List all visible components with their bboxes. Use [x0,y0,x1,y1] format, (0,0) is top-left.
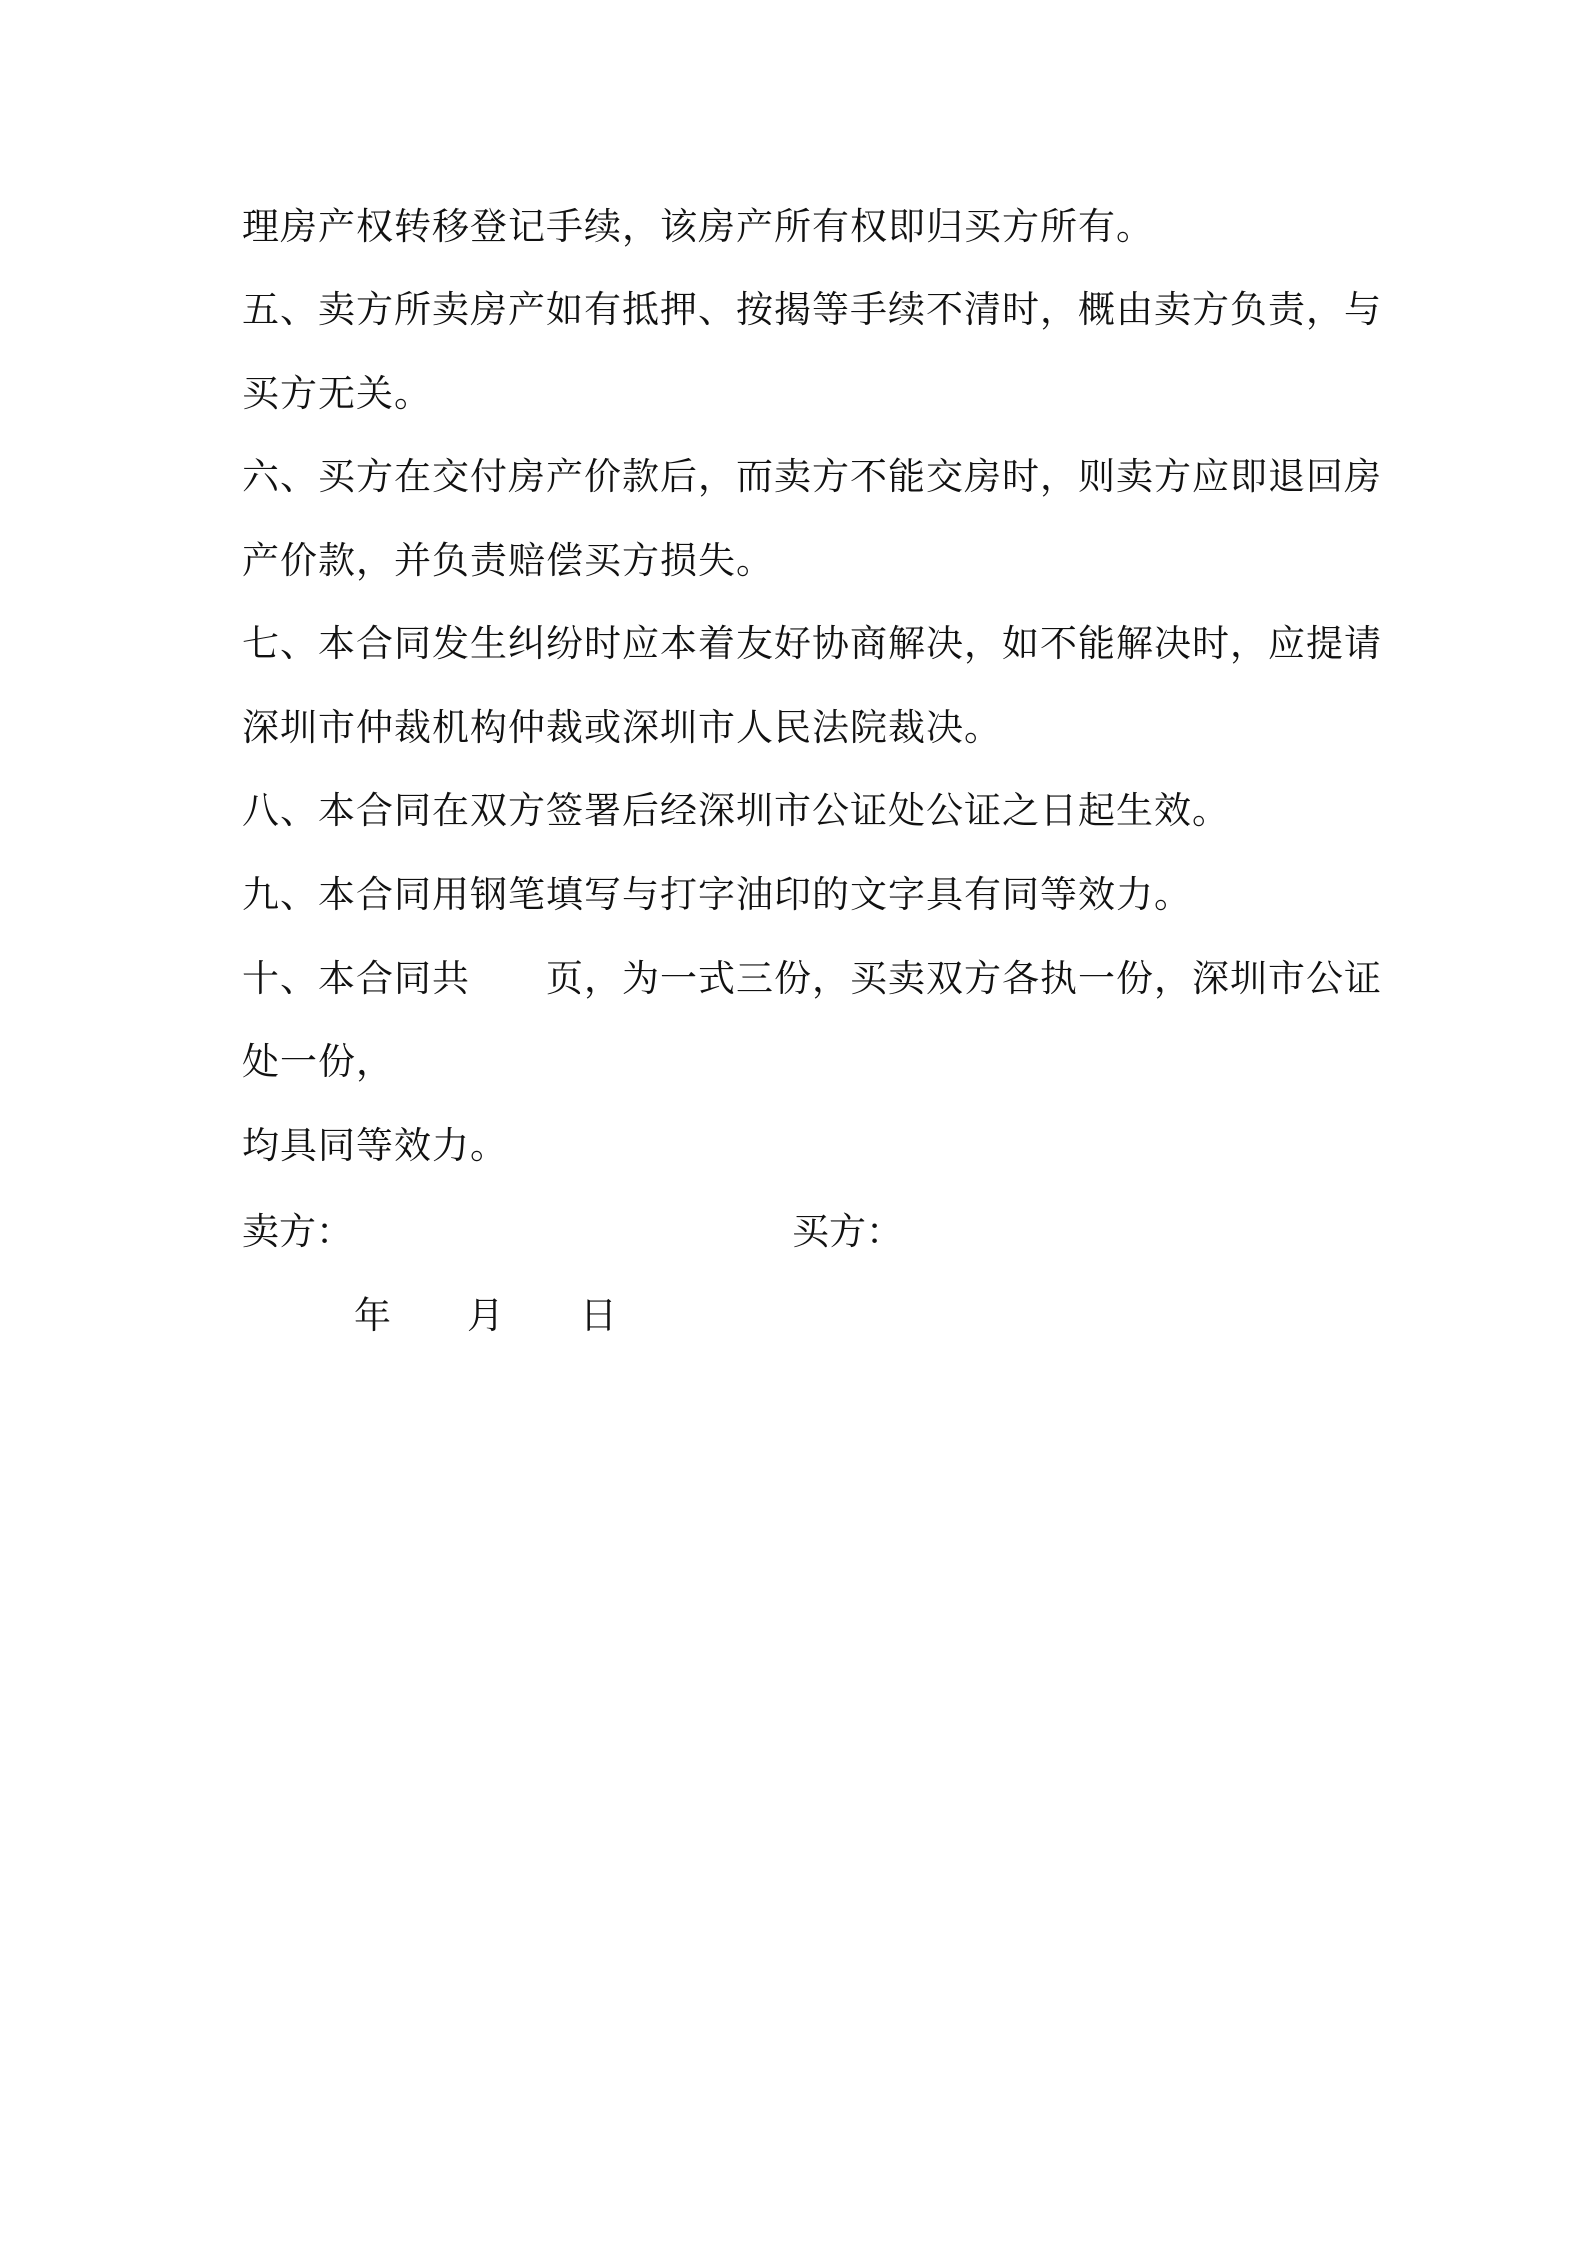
clause-5-line-2: 买方无关。 [242,372,432,415]
clause-6-line-1: 六、买方在交付房产价款后，而卖方不能交房时，则卖方应即退回房 [242,455,1382,498]
clause-10-part-2: 页，为一式三份，买卖双方各执一份，深圳市公证 [546,957,1382,1000]
clause-10-line-2: 处一份， [242,1040,394,1083]
clause-7-line-2: 深圳市仲裁机构仲裁或深圳市人民法院裁决。 [242,706,1002,749]
clause-6-line-2: 产价款，并负责赔偿买方损失。 [242,539,774,582]
clause-4-continuation: 理房产权转移登记手续，该房产所有权即归买方所有。 [242,205,1154,248]
clause-10-part-1: 十、本合同共 [242,957,470,1000]
clause-10-line-3: 均具同等效力。 [242,1124,508,1167]
buyer-label: 买方： [792,1210,903,1253]
date-year-label: 年 [354,1294,391,1337]
clause-5-line-1: 五、卖方所卖房产如有抵押、按揭等手续不清时，概由卖方负责，与 [242,288,1382,331]
clause-9: 九、本合同用钢笔填写与打字油印的文字具有同等效力。 [242,873,1192,916]
clause-10-line-1 [242,955,1382,1003]
clause-7-line-1: 七、本合同发生纠纷时应本着友好协商解决，如不能解决时，应提请 [242,622,1382,665]
date-month-label: 月 [467,1294,504,1337]
seller-label: 卖方： [242,1210,353,1253]
clause-8: 八、本合同在双方签署后经深圳市公证处公证之日起生效。 [242,789,1230,832]
date-day-label: 日 [580,1294,617,1337]
